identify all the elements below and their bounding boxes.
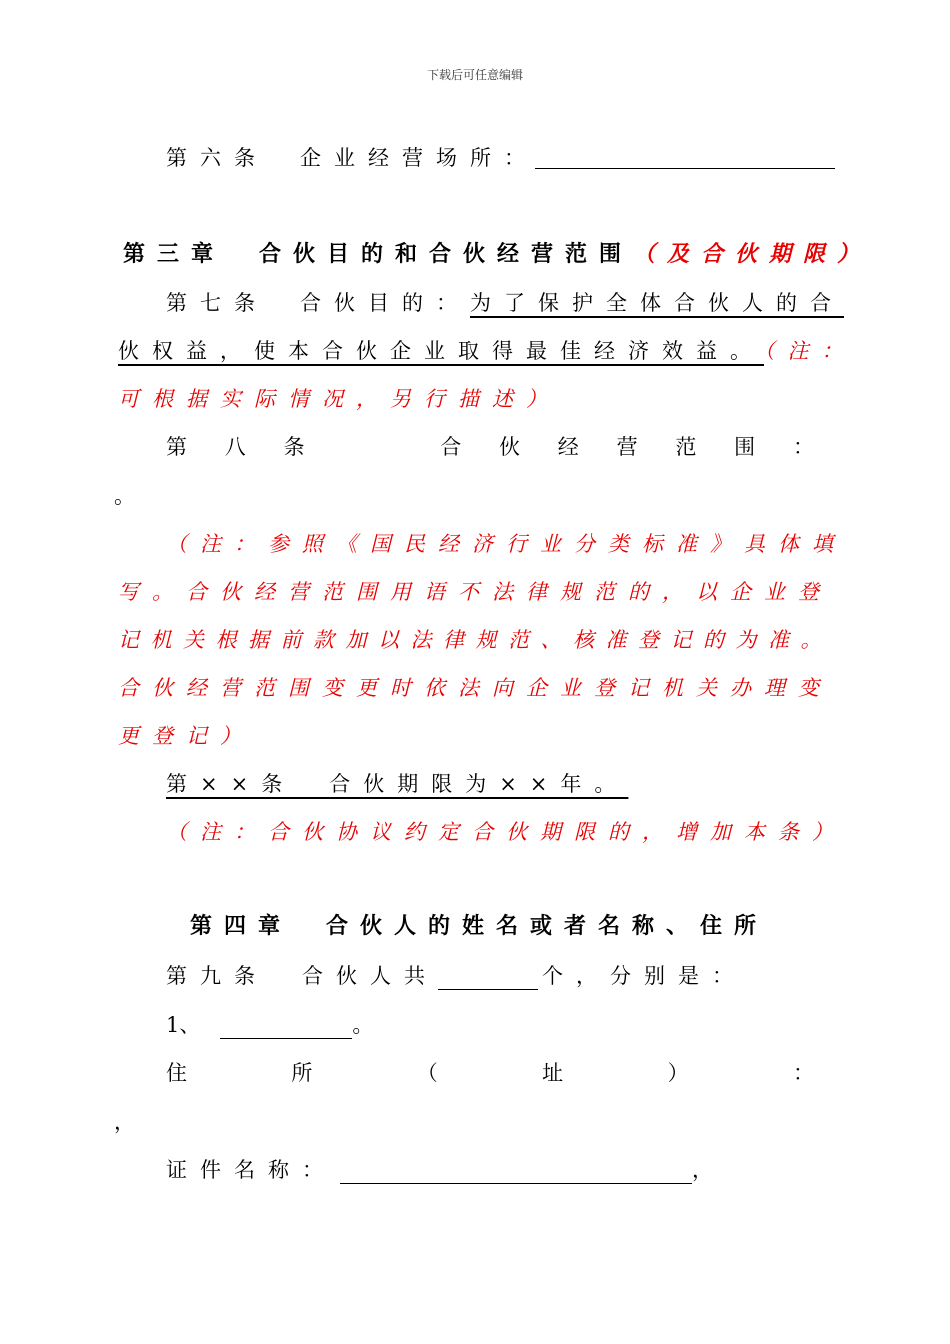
articleXX-line: [166, 770, 628, 798]
article6-blank: [535, 140, 835, 169]
partner1-line: [166, 1011, 373, 1039]
address-cont: ，: [114, 1110, 135, 1134]
articleXX-text: 第××条 合伙期限为××年。: [166, 772, 629, 796]
partner1-num: 1、: [166, 1013, 201, 1037]
id-doc-label: 证件名称：: [166, 1158, 336, 1182]
address-char: （: [416, 1061, 438, 1085]
chapter3-heading: [123, 240, 871, 269]
id-doc-blank: [340, 1159, 692, 1184]
article7-note2: 可根据实际情况，另行描述）: [118, 387, 560, 411]
address-char: 所: [291, 1061, 313, 1085]
partner1-end: 。: [352, 1013, 374, 1037]
article8-char: 八: [224, 435, 246, 459]
id-doc-line: [166, 1156, 713, 1184]
article7-title: 合伙目的：: [300, 291, 470, 315]
article8-end: 。: [114, 484, 135, 508]
article6-line: [166, 144, 538, 172]
article9-suffix: 个，分别是：: [542, 964, 746, 988]
address-char: 住: [166, 1061, 187, 1085]
chapter3-title: 第三章 合伙目的和合伙经营范围: [123, 242, 634, 267]
article8-char: 合: [440, 435, 462, 459]
chapter4-title: 第四章 合伙人的姓名或者名称、住所: [190, 914, 769, 939]
article8-note-line: 合伙经营范围变更时依法向企业登记机关办理变: [118, 676, 832, 700]
article8-char: 围: [734, 435, 756, 459]
article7-line2: [118, 337, 856, 365]
address-line: [166, 1059, 814, 1087]
article8-note-line: 记机关根据前款加以法律规范、核准登记的为准。: [118, 628, 833, 652]
article7-line1: [166, 289, 844, 317]
article6-text: 企业经营场所：: [300, 146, 538, 170]
address-char: ：: [792, 1061, 814, 1085]
article8-char: 范: [675, 435, 697, 459]
article9-blank: [438, 965, 538, 990]
article8-char: 营: [616, 435, 638, 459]
article8-char: 条: [283, 435, 305, 459]
article7-text2: 伙权益，使本合伙企业取得最佳经济效益。: [118, 339, 764, 363]
article8-note-line: 更登记）: [118, 724, 254, 748]
article9-line: [166, 962, 746, 990]
article8-char: 伙: [498, 435, 520, 459]
article8-note-line: 写。合伙经营范围用语不法律规范的，以企业登: [118, 580, 832, 604]
articleXX-note: （注：合伙协议约定合伙期限的，增加本条）: [166, 820, 846, 844]
partner1-blank: [220, 1014, 352, 1039]
page-header: 下载后可任意编辑: [426, 68, 523, 82]
article8-char: 第: [166, 435, 187, 459]
id-doc-end: ，: [692, 1158, 713, 1182]
article7-label: 第七条: [166, 291, 268, 315]
chapter3-note: （及合伙期限）: [633, 242, 872, 267]
article7-note1: （注：: [764, 339, 856, 363]
article8-note-line: （注：参照《国民经济行业分类标准》具体填: [166, 532, 846, 556]
article6-label: 第六条: [166, 146, 268, 170]
article8-char: 经: [557, 435, 579, 459]
address-char: ）: [667, 1061, 689, 1085]
article7-text1: 为了保护全体合伙人的合: [470, 291, 844, 315]
article9-text: 第九条 合伙人共: [166, 964, 438, 988]
address-char: 址: [542, 1061, 564, 1085]
article8-line: [166, 433, 814, 461]
article8-char: ：: [792, 435, 814, 459]
